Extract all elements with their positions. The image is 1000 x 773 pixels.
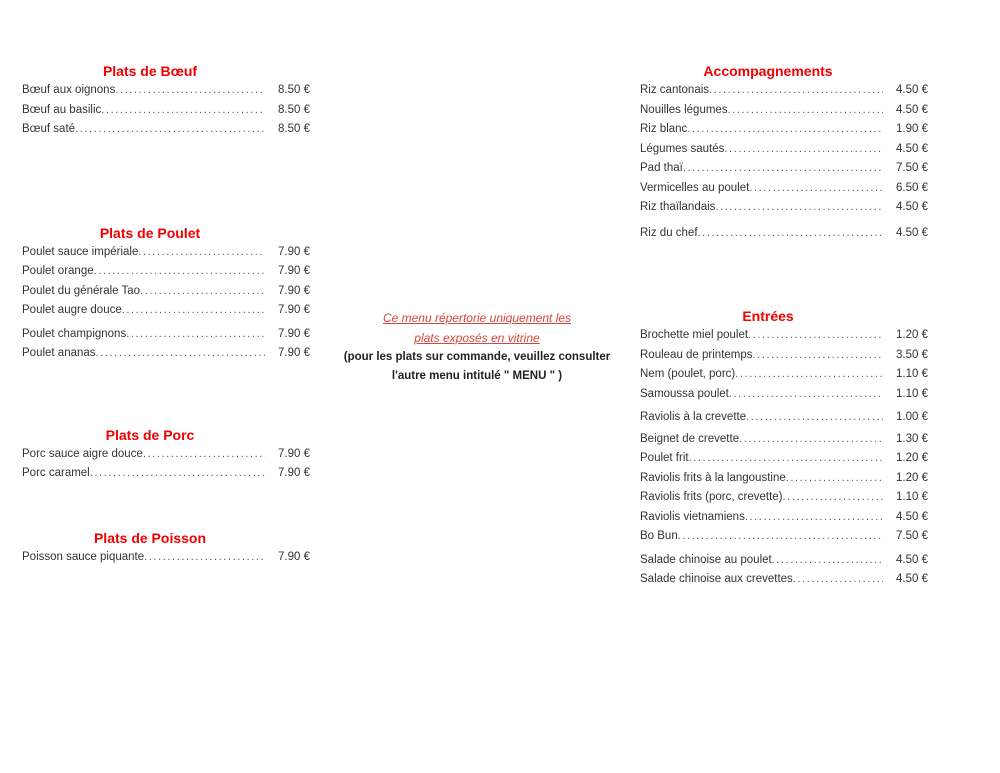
item-price: 7.90 € (278, 327, 310, 340)
menu-item-row (640, 365, 943, 385)
item-name: Poulet ananas (22, 347, 96, 359)
item-name: Légumes sautés (640, 142, 725, 155)
notice-red-line-1: Ce menu répertorie uniquement les (382, 311, 572, 325)
section-rows (22, 81, 325, 140)
item-name: Pad thaï (640, 162, 683, 174)
dot-leader (96, 344, 265, 364)
dot-leader (144, 548, 265, 568)
item-name: Riz blanc (640, 123, 688, 135)
menu-item-row (640, 385, 943, 405)
menu-item-row (640, 101, 943, 121)
item-price: 7.90 € (278, 245, 310, 258)
menu-item-row (22, 325, 325, 345)
notice-black-line-1: (pour les plats sur commande, veuillez consulter (343, 351, 611, 363)
item-price: 1.20 € (896, 329, 928, 341)
dot-leader (735, 365, 883, 385)
item-price: 7.50 € (896, 162, 928, 174)
menu-item-row (640, 120, 943, 140)
item-price: 4.50 € (896, 201, 928, 213)
dot-leader (753, 346, 883, 366)
item-name: Raviolis à la crevette (640, 411, 747, 423)
dot-leader (94, 262, 265, 282)
dot-leader (724, 140, 883, 160)
item-name: Poulet du générale Tao (22, 284, 141, 297)
dot-leader (683, 159, 883, 179)
notice-block (340, 309, 614, 385)
item-name: Salade chinoise au poulet (640, 553, 772, 566)
section-title: Plats de Porc (105, 426, 195, 443)
dot-leader (687, 120, 883, 140)
item-name: Bo Bun (640, 530, 678, 542)
dot-leader (90, 464, 265, 484)
dot-leader (689, 449, 883, 469)
dot-leader (749, 179, 883, 199)
menu-item-row (640, 488, 943, 508)
item-name: Porc caramel (22, 467, 90, 479)
item-name: Rouleau de printemps (640, 348, 753, 361)
menu-item-row (22, 445, 325, 465)
menu-item-row (22, 101, 325, 121)
item-price: 1.20 € (896, 471, 928, 484)
item-name: Nem (poulet, porc) (640, 368, 736, 380)
item-name: Raviolis vietnamiens (640, 510, 745, 523)
dot-leader (138, 243, 265, 263)
item-name: Poulet sauce impériale (22, 245, 139, 258)
item-name: Nouilles légumes (640, 103, 728, 116)
item-price: 4.50 € (896, 142, 928, 155)
section-rows (22, 445, 325, 484)
dot-leader (143, 445, 265, 465)
item-name: Raviolis frits à la langoustine (640, 471, 786, 484)
item-name: Poisson sauce piquante (22, 550, 145, 563)
menu-item-row (22, 282, 325, 302)
dot-leader (126, 325, 265, 345)
menu-item-row (640, 551, 943, 571)
section-rows (22, 548, 325, 568)
item-price: 7.90 € (278, 284, 310, 297)
section-title: Entrées (742, 308, 794, 324)
item-price: 1.00 € (896, 411, 928, 423)
dot-leader (728, 101, 883, 121)
item-price: 7.50 € (896, 530, 928, 542)
item-price: 7.90 € (278, 550, 310, 563)
menu-item-row (640, 159, 943, 179)
item-name: Riz thaïlandais (640, 201, 716, 213)
menu-section (22, 530, 325, 568)
menu-item-row (640, 430, 943, 450)
item-price: 1.10 € (896, 491, 928, 503)
menu-item-row (640, 570, 943, 590)
section-title: Plats de Poisson (93, 529, 207, 546)
item-name: Poulet augre douce (22, 304, 122, 316)
item-price: 4.50 € (896, 510, 928, 523)
notice-black-line-2: l'autre menu intitulé " MENU " ) (391, 369, 563, 382)
item-name: Bœuf aux oignons (22, 84, 116, 96)
item-price: 8.50 € (278, 123, 310, 135)
section-title: Plats de Bœuf (102, 63, 198, 79)
dot-leader (783, 488, 883, 508)
dot-leader (748, 326, 883, 346)
notice-red-line-2: plats exposés en vitrine (414, 330, 540, 345)
menu-section (22, 225, 325, 364)
section-rows (640, 326, 943, 590)
menu-item-row (640, 508, 943, 528)
dot-leader (746, 408, 883, 428)
menu-item-row (22, 243, 325, 263)
item-price: 7.90 € (278, 265, 310, 277)
dot-leader (786, 469, 883, 489)
item-name: Riz cantonais (640, 84, 710, 96)
item-name: Riz du chef (640, 226, 698, 239)
menu-item-row (640, 527, 943, 547)
menu-item-row (640, 449, 943, 469)
item-name: Beignet de crevette (640, 432, 740, 445)
menu-item-row (640, 81, 943, 101)
menu-item-row (640, 224, 943, 244)
menu-item-row (22, 120, 325, 140)
menu-section (640, 308, 943, 590)
item-price: 1.20 € (896, 452, 928, 464)
item-name: Poulet frit (640, 452, 689, 464)
item-price: 1.90 € (896, 123, 928, 135)
item-price: 1.10 € (896, 368, 928, 380)
item-price: 8.50 € (278, 84, 310, 96)
menu-item-row (640, 408, 943, 428)
item-price: 3.50 € (896, 348, 928, 361)
menu-item-row (22, 81, 325, 101)
item-price: 1.30 € (896, 432, 928, 445)
item-name: Brochette miel poulet (640, 329, 749, 341)
dot-leader (678, 527, 883, 547)
menu-item-row (22, 464, 325, 484)
menu-item-row (22, 344, 325, 364)
item-price: 4.50 € (896, 226, 928, 239)
item-price: 1.10 € (896, 387, 928, 400)
menu-item-row (640, 469, 943, 489)
item-name: Salade chinoise aux crevettes (640, 573, 793, 585)
item-name: Raviolis frits (porc, crevette) (640, 491, 783, 503)
item-name: Samoussa poulet (640, 387, 729, 400)
item-price: 7.90 € (278, 447, 310, 460)
item-price: 7.90 € (278, 304, 310, 316)
menu-item-row (22, 301, 325, 321)
item-name: Vermicelles au poulet (640, 181, 750, 194)
dot-leader (715, 198, 883, 218)
menu-section (640, 63, 943, 243)
item-name: Porc sauce aigre douce (22, 447, 143, 460)
dot-leader (140, 282, 265, 302)
item-price: 7.90 € (278, 347, 310, 359)
dot-leader (772, 551, 883, 571)
section-title: Plats de Poulet (99, 224, 201, 241)
item-price: 4.50 € (896, 553, 928, 566)
menu-item-row (22, 262, 325, 282)
menu-item-row (640, 140, 943, 160)
item-name: Poulet orange (22, 265, 94, 277)
dot-leader (739, 430, 883, 450)
menu-item-row (640, 198, 943, 218)
dot-leader (101, 101, 265, 121)
item-name: Bœuf saté (22, 123, 76, 135)
menu-section (22, 427, 325, 484)
dot-leader (115, 81, 265, 101)
dot-leader (709, 81, 883, 101)
item-price: 4.50 € (896, 103, 928, 116)
dot-leader (729, 385, 883, 405)
section-rows (22, 243, 325, 364)
dot-leader (75, 120, 265, 140)
menu-left-column (22, 63, 325, 567)
item-price: 6.50 € (896, 181, 928, 194)
dot-leader (698, 224, 883, 244)
item-price: 8.50 € (278, 103, 310, 116)
menu-item-row (640, 179, 943, 199)
item-price: 4.50 € (896, 84, 928, 96)
menu-item-row (640, 326, 943, 346)
menu-right-column (640, 63, 943, 590)
dot-leader (793, 570, 883, 590)
dot-leader (122, 301, 265, 321)
section-rows (640, 81, 943, 243)
dot-leader (745, 508, 883, 528)
item-price: 4.50 € (896, 573, 928, 585)
menu-item-row (640, 346, 943, 366)
menu-item-row (22, 548, 325, 568)
item-price: 7.90 € (278, 467, 310, 479)
item-name: Bœuf au basilic (22, 103, 102, 116)
menu-section (22, 63, 325, 140)
section-title: Accompagnements (703, 63, 833, 79)
item-name: Poulet champignons (22, 327, 127, 340)
